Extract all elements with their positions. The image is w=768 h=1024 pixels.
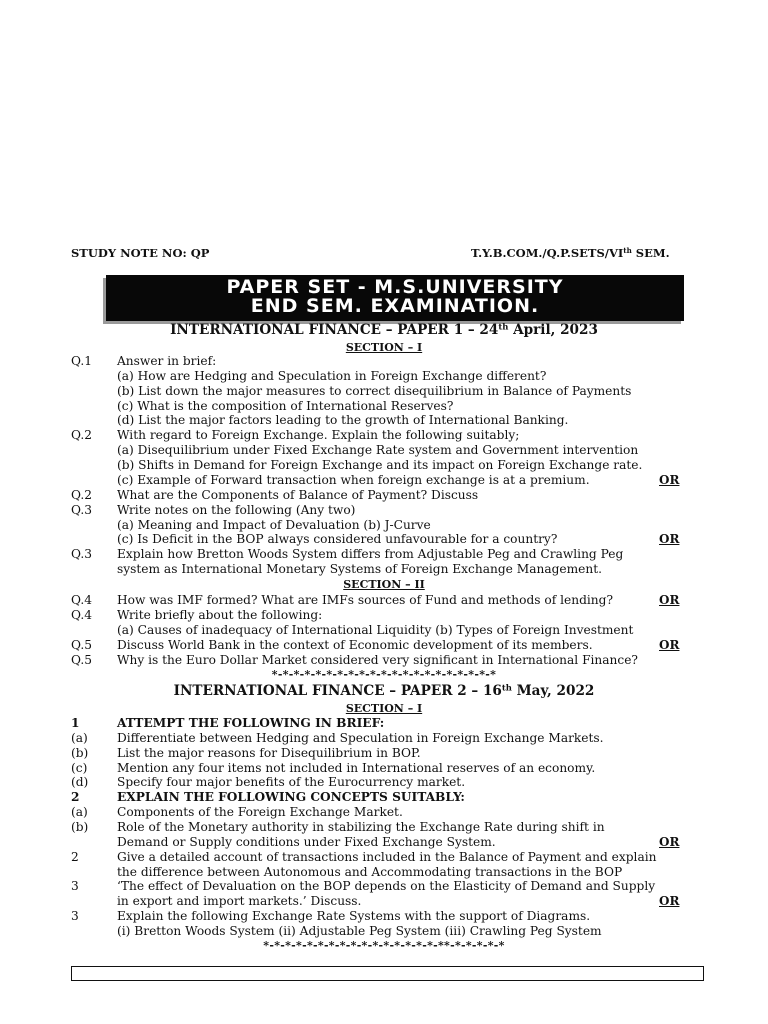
question-number: Q.4 xyxy=(71,593,93,607)
question-text: With regard to Foreign Exchange. Explain the following suitably; xyxy=(117,428,520,443)
separator-stars: *-*-*-*-*-*-*-*-*-*-*-*-*-*-*-*-*-*-*-*-* xyxy=(271,668,497,681)
question-text: Mention any four items not included in International reserves of an economy. xyxy=(117,760,596,775)
question-number: (d) xyxy=(71,775,89,790)
question-text: (b) List down the major measures to correct disequilibrium in Balance of Payments xyxy=(117,383,632,398)
question-number: Q.5 xyxy=(71,637,93,652)
question-text: Explain how Bretton Woods System differs from Adjustable Peg and Crawling Peg xyxy=(117,547,624,562)
or-marker: OR xyxy=(659,532,680,547)
question-text: (b) Shifts in Demand for Foreign Exchange and its impact on Foreign Exchange rate. xyxy=(117,458,643,473)
question-text: ATTEMPT THE FOLLOWING IN BRIEF: xyxy=(117,716,385,730)
question-text: Components of the Foreign Exchange Market. xyxy=(117,805,403,820)
question-text: Write briefly about the following: xyxy=(117,607,323,622)
paper1-section-1: SECTION – I xyxy=(345,341,423,354)
question-number: Q.2 xyxy=(71,487,93,502)
question-text: system as International Monetary Systems of Foreign Exchange Management. xyxy=(117,562,602,577)
question-text: (c) Is Deficit in the BOP always considered unfavourable for a country? xyxy=(117,532,558,547)
question-number: (a) xyxy=(71,805,88,820)
question-number: 3 xyxy=(71,909,79,924)
question-text: How was IMF formed? What are IMFs sources of Fund and methods of lending? xyxy=(117,593,613,607)
question-number: 1 xyxy=(71,716,80,730)
question-text: Demand or Supply conditions under Fixed Exchange System. xyxy=(117,834,496,849)
question-number: Q.3 xyxy=(71,502,93,517)
study-note-label: STUDY NOTE NO: QP xyxy=(71,246,210,260)
question-text: Write notes on the following (Any two) xyxy=(117,502,356,517)
or-marker: OR xyxy=(659,894,680,909)
or-marker: OR xyxy=(659,834,680,849)
question-text: List the major reasons for Disequilibrium in BOP. xyxy=(117,745,421,760)
question-text: EXPLAIN THE FOLLOWING CONCEPTS SUITABLY: xyxy=(117,790,465,805)
question-text: Discuss World Bank in the context of Economic development of its members. xyxy=(117,637,593,652)
question-text: (i) Bretton Woods System (ii) Adjustable Peg System (iii) Crawling Peg System xyxy=(117,924,602,939)
question-text: (a) How are Hedging and Speculation in Foreign Exchange different? xyxy=(117,368,547,383)
question-text: What are the Components of Balance of Payment? Discuss xyxy=(117,487,479,502)
question-text: Specify four major benefits of the Eurocurrency market. xyxy=(117,775,466,790)
question-number: (b) xyxy=(71,745,89,760)
question-number: Q.1 xyxy=(71,354,93,368)
question-text: the difference between Autonomous and Accommodating transactions in the BOP xyxy=(117,864,623,879)
banner-line-2: END SEM. EXAMINATION. xyxy=(250,295,540,317)
question-text: (c) Example of Forward transaction when foreign exchange is at a premium. xyxy=(117,472,590,487)
question-text: Differentiate between Hedging and Speculation in Foreign Exchange Markets. xyxy=(117,730,604,745)
question-text: Give a detailed account of transactions included in the Balance of Payment and explain xyxy=(117,849,657,864)
question-number: 3 xyxy=(71,879,79,894)
question-number: Q.5 xyxy=(71,652,93,667)
question-number: Q.3 xyxy=(71,547,93,562)
or-marker: OR xyxy=(659,472,680,487)
question-text: (c) What is the composition of International Reserves? xyxy=(117,398,454,413)
question-number: (c) xyxy=(71,760,88,775)
question-text: ‘The effect of Devaluation on the BOP depends on the Elasticity of Demand and Supply xyxy=(117,879,656,894)
question-text: (a) Disequilibrium under Fixed Exchange Rate system and Government intervention xyxy=(117,443,639,458)
course-code-label: T.Y.B.COM./Q.P.SETS/VIth SEM. xyxy=(471,246,670,260)
or-marker: OR xyxy=(659,637,680,652)
question-text: Explain the following Exchange Rate Systems with the support of Diagrams. xyxy=(117,909,591,924)
question-number: Q.4 xyxy=(71,607,93,622)
question-number: (b) xyxy=(71,820,89,835)
separator-stars: *-*-*-*-*-*-*-*-*-*-*-*-*-*-*-*-**-*-*-*-*-* xyxy=(263,939,505,952)
question-text: (a) Meaning and Impact of Devaluation (b) J-Curve xyxy=(117,517,431,532)
footer-box xyxy=(71,966,704,981)
question-text: (d) List the major factors leading to the growth of International Banking. xyxy=(117,413,569,428)
question-text: in export and import markets.’ Discuss. xyxy=(117,894,362,909)
question-text: Why is the Euro Dollar Market considered very significant in International Finance? xyxy=(117,652,638,667)
question-number: (a) xyxy=(71,730,88,745)
paper1-title: INTERNATIONAL FINANCE – PAPER 1 – 24th April, 2023 xyxy=(170,321,598,338)
paper2-section-1: SECTION – I xyxy=(345,702,423,715)
question-text: (a) Causes of inadequacy of International Liquidity (b) Types of Foreign Investment xyxy=(117,622,634,637)
or-marker: OR xyxy=(659,593,680,607)
question-number: Q.2 xyxy=(71,428,93,443)
banner-line-1: PAPER SET - M.S.UNIVERSITY xyxy=(226,276,564,298)
question-text: Role of the Monetary authority in stabilizing the Exchange Rate during shift in xyxy=(117,820,605,835)
question-text: Answer in brief: xyxy=(117,354,217,368)
question-number: 2 xyxy=(71,849,79,864)
paper2-title: INTERNATIONAL FINANCE – PAPER 2 – 16th May, 2022 xyxy=(173,682,595,699)
paper-set-banner xyxy=(106,275,684,321)
paper1-section-2: SECTION – II xyxy=(343,578,425,591)
question-number: 2 xyxy=(71,790,80,805)
